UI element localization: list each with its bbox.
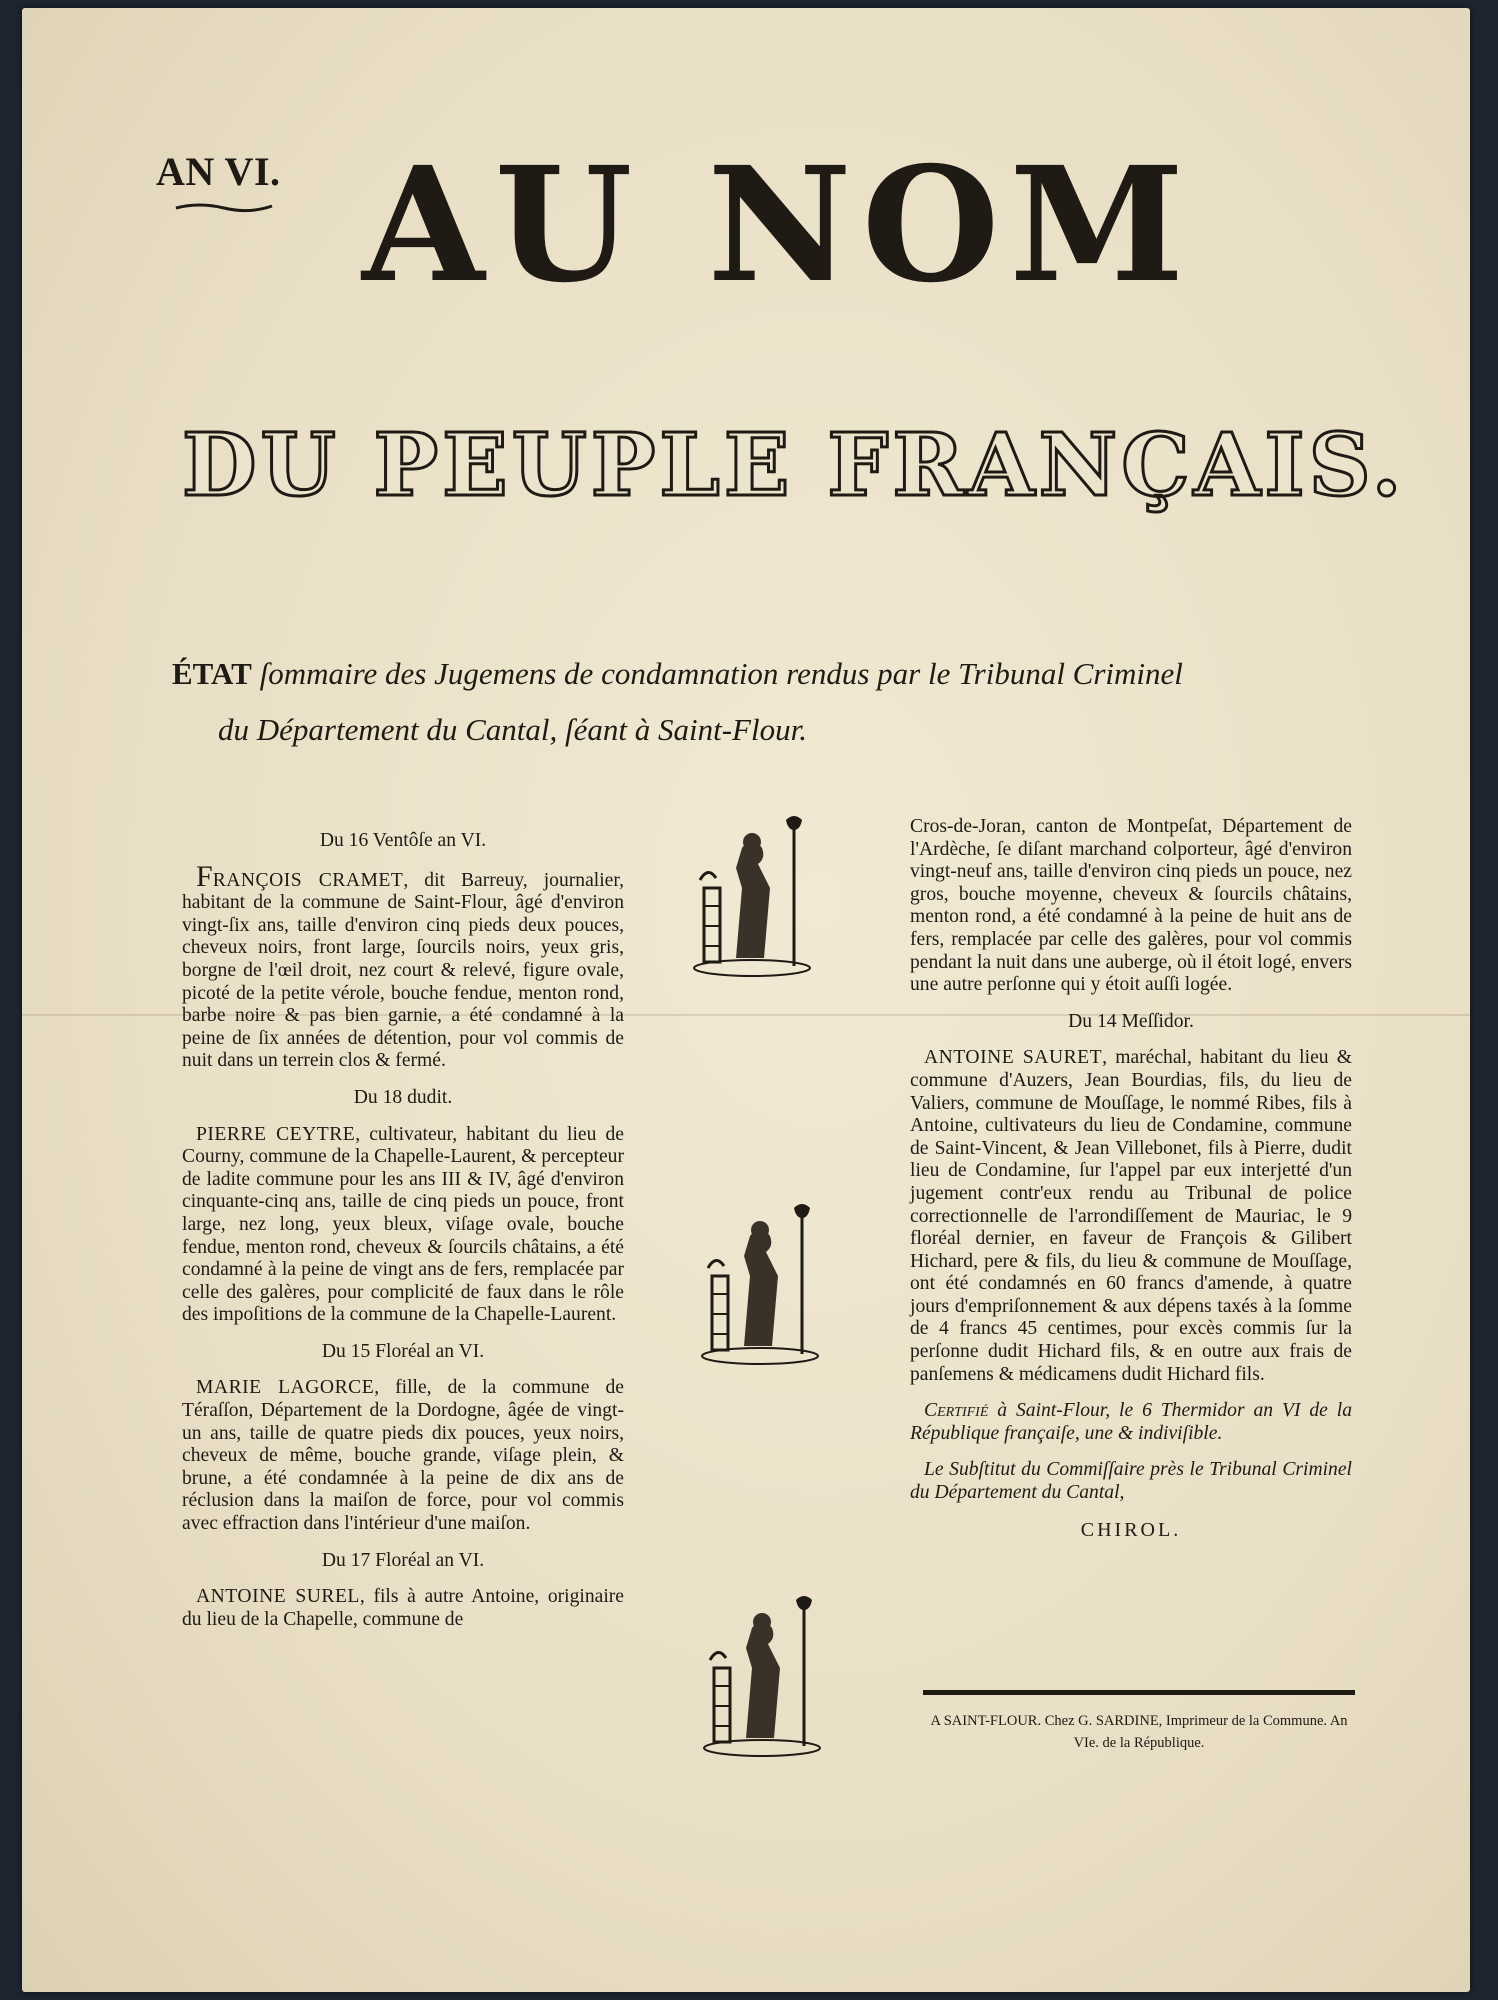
convict-name: PIERRE CEYTRE <box>196 1123 356 1145</box>
title-au-nom: AU NOM <box>362 133 1195 318</box>
title-du-peuple-francais: DU PEUPLE FRANÇAIS. <box>182 415 1406 516</box>
ornamental-rule-icon <box>174 200 274 214</box>
entry-text: , maréchal, habitant du lieu & commune d'Auzers, Jean Bourdias, fils, du lieu de Valiers, commune de Mouſſage, le nommé Ribes, fils à Antoine, cultivateurs du lieu de Condamine, commune de Saint-Vincent, & Jean Villebonet, fils à Pierre, dudit lieu de Condamine, ſur l'appel par eux interjetté d'un jugement contr'eux rendu au Tribunal de police correctionnelle de l'arrondiſſement de Mauriac, le 9 floréal dernier, en faveur de François & Gilibert Hichard, pere & fils, du lieu & commune de Mouſſage, ont été condamnés en 60 francs d'amende, à quatre jours d'empriſonnement & aux dépens taxés à la ſomme de 4 francs 45 centimes, pour excès commis ſur la perſonne dudit Hichard fils, & en outre aux frais de panſemens & médicamens dudit Hichard fils. <box>910 1047 1352 1385</box>
convict-name: MARIE LAGORCE <box>196 1377 375 1399</box>
substitut-line: Le Subſtitut du Commiſſaire près le Tribunal Criminel du Département du Cantal, <box>910 1459 1352 1504</box>
date-heading: Du 16 Ventôſe an VI. <box>319 830 487 851</box>
judgement-entry <box>182 859 624 1073</box>
etat-heading <box>172 646 1362 758</box>
judgement-entry <box>182 1377 624 1535</box>
signature: CHIROL. <box>1080 1518 1182 1541</box>
certification <box>910 1400 1352 1445</box>
convict-name: ANTOINE SAURET <box>924 1047 1103 1069</box>
date-heading: Du 17 Floréal an VI. <box>321 1549 485 1571</box>
entry-text: , fille, de la commune de Téraſſon, Département de la Dordogne, âgée de vingt-un ans, taille de quatre pieds dix pouces, yeux noirs, cheveux de même, bouche grande, viſage plein, & brune, a été condamnée à la peine de dix ans de réclusion dans la maiſon de force, pour vol commis avec effraction dans l'intérieur d'une maiſon. <box>182 1377 624 1535</box>
date-heading: Du 14 Meſſidor. <box>1068 1010 1194 1032</box>
judgement-entry <box>182 1124 624 1327</box>
liberty-vignette-icon <box>682 808 822 978</box>
convict-name: RANÇOIS CRAMET <box>212 869 404 891</box>
judgement-entry <box>910 1047 1352 1386</box>
printer-imprint: A SAINT-FLOUR. Chez G. SARDINE, Imprimeur de la Commune. An VIe. de la République. <box>930 1713 1348 1751</box>
continuation-text: Cros-de-Joran, canton de Montpeſat, Département de l'Ardèche, ſe diſant marchand colporteur, âgé d'environ vingt-neuf ans, taille d'environ cinq pieds un pouce, nez gros, bouche moyenne, cheveux & ſourcils châtains, menton rond, a été condamné à la peine de huit ans de fers, remplacée par celle des galères, pour vol commis pendant la nuit dans une auberge, où il étoit logé, envers une autre perſonne qui y étoit auſſi logée. <box>910 816 1352 996</box>
poster-sheet <box>22 8 1470 1992</box>
date-heading: Du 18 dudit. <box>353 1086 453 1108</box>
left-column <box>182 826 624 1645</box>
liberty-vignette-icon <box>692 1588 832 1758</box>
drop-capital: F <box>196 859 213 893</box>
cert-text: à Saint-Flour, le 6 Thermidor an VI de la République françaiſe, une & indiviſible. <box>910 1400 1352 1444</box>
etat-line1: ſommaire des Jugemens de condamnation rendus par le Tribunal Criminel <box>251 656 1183 691</box>
date-heading: Du 15 Floréal an VI. <box>321 1340 485 1362</box>
right-column <box>910 816 1352 1541</box>
entry-text: , cultivateur, habitant du lieu de Courny, commune de la Chapelle-Laurent, & percepteur de ladite commune pour les ans III & IV, âgé d'environ cinquante-cinq ans, taille de cinq pieds un pouce, front large, nez long, yeux bleux, viſage ovale, bouche fendue, menton rond, cheveux & ſourcils châtains, a été condamné à la peine de vingt ans de fers, remplacée par celle des galères, pour complicité de faux dans le rôle des impoſitions de la commune de la Chapelle-Laurent. <box>182 1123 624 1326</box>
imprint-rule <box>923 1690 1355 1695</box>
convict-name: ANTOINE SUREL <box>196 1586 360 1608</box>
judgement-entry <box>182 1586 624 1631</box>
entry-text: , fils à autre Antoine, originaire du lieu de la Chapelle, commune de <box>182 1586 624 1630</box>
entry-text: , dit Barreuy, journalier, habitant de la commune de Saint-Flour, âgé d'environ vingt-ſix ans, taille d'environ cinq pieds deux pouces, cheveux noirs, front large, ſourcils noirs, yeux gris, borgne de l'œil droit, nez court & relevé, figure ovale, picoté de la petite vérole, bouche fendue, menton rond, barbe noire & pas bien garnie, a été condamné à la peine de ſix années de détention, pour vol commis de nuit dans un terrein clos & fermé. <box>182 869 624 1072</box>
etat-lead: ÉTAT <box>172 656 252 691</box>
liberty-vignette-icon <box>690 1196 830 1366</box>
cert-lead: Certifié <box>924 1400 989 1422</box>
year-label: AN VI. <box>156 149 281 194</box>
etat-line2: du Département du Cantal, ſéant à Saint-Flour. <box>218 712 807 747</box>
